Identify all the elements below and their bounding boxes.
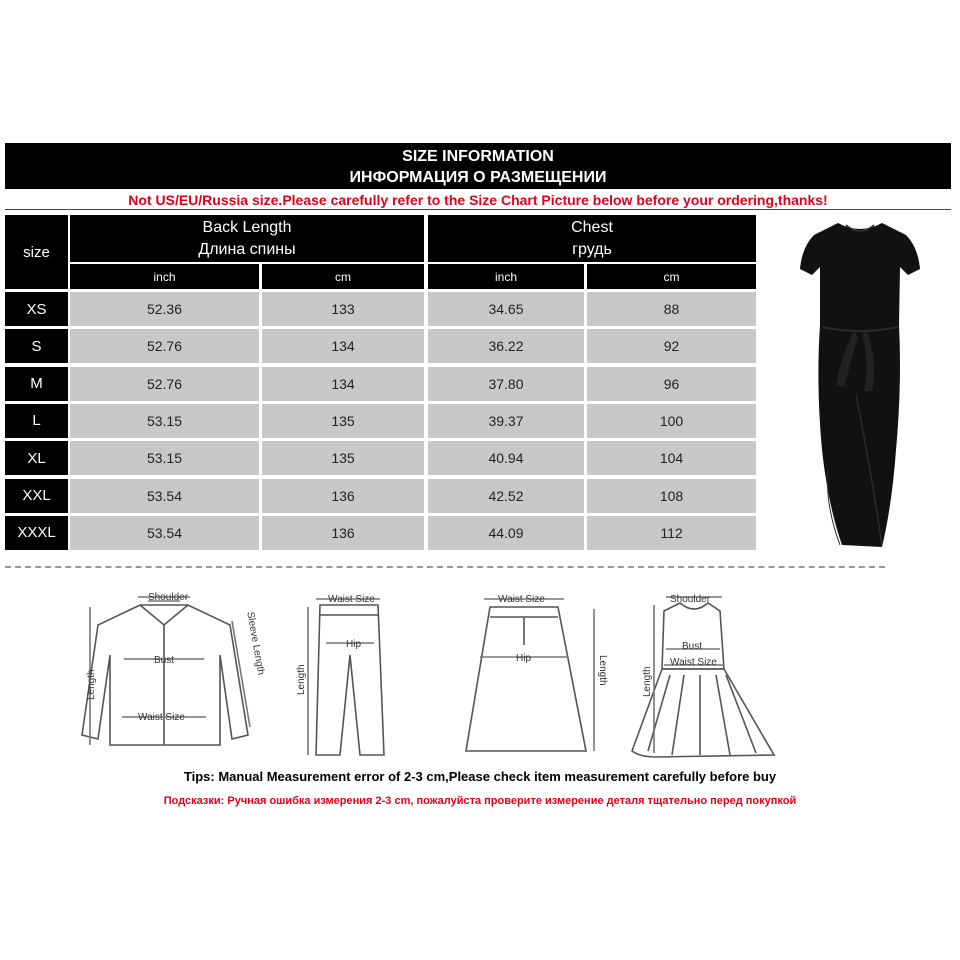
measurement-diagrams: [80, 585, 880, 765]
pants-hip-label: Hip: [346, 639, 362, 650]
cell-back-cm: 133: [262, 292, 424, 326]
cell-back-cm: 136: [262, 516, 424, 550]
cell-chest-cm: 112: [587, 516, 756, 550]
cell-back-cm: 135: [262, 441, 424, 475]
cell-back-inch: 52.76: [70, 367, 259, 401]
pants-diagram-icon: [308, 599, 384, 755]
skirt-waist-label: Waist Size: [498, 594, 545, 605]
pants-waist-label: Waist Size: [328, 594, 375, 605]
dress-shoulder-label: Shoulder: [670, 594, 711, 605]
shirt-bust-label: Bust: [154, 655, 175, 666]
skirt-diagram-icon: [466, 599, 594, 751]
cell-chest-inch: 39.37: [428, 404, 584, 438]
tips-english: Tips: Manual Measurement error of 2-3 cm,Please check item measurement carefully before buy: [183, 769, 777, 784]
back-length-ru: Длина спины: [198, 240, 296, 258]
unit-chest-cm: cm: [587, 264, 756, 289]
cell-back-inch: 53.54: [70, 516, 259, 550]
shirt-shoulder-label: Shoulder: [148, 592, 189, 603]
cell-back-cm: 134: [262, 329, 424, 363]
cell-chest-cm: 100: [587, 404, 756, 438]
cell-chest-cm: 108: [587, 479, 756, 513]
cell-chest-cm: 96: [587, 367, 756, 401]
cell-back-inch: 52.36: [70, 292, 259, 326]
cell-chest-cm: 88: [587, 292, 756, 326]
cell-chest-inch: 40.94: [428, 441, 584, 475]
cell-back-cm: 135: [262, 404, 424, 438]
cell-chest-inch: 44.09: [428, 516, 584, 550]
cell-back-inch: 53.15: [70, 441, 259, 475]
chest-header: [428, 215, 756, 262]
cell-size: L: [5, 404, 68, 438]
cell-size: M: [5, 367, 68, 401]
unit-chest-inch: inch: [428, 264, 584, 289]
cell-chest-inch: 37.80: [428, 367, 584, 401]
unit-back-inch: inch: [70, 264, 259, 289]
shirt-sleeve-label: Sleeve Length: [244, 610, 267, 676]
cell-chest-cm: 92: [587, 329, 756, 363]
cell-size: S: [5, 329, 68, 363]
dress-photo: [770, 215, 950, 560]
back-length-header: [70, 215, 424, 262]
skirt-length-label: Length: [597, 655, 608, 686]
shirt-waist-label: Waist Size: [138, 712, 185, 723]
cell-size: XXXL: [5, 516, 68, 550]
dress-length-label: Length: [642, 666, 653, 697]
cell-size: XXL: [5, 479, 68, 513]
title-en: SIZE INFORMATION: [402, 148, 554, 165]
pants-length-label: Length: [296, 664, 307, 695]
tips-russian: Подсказки: Ручная ошибка измерения 2-3 cm, пожалуйста проверите измерение деталя тщательно перед покупкой: [163, 795, 797, 807]
skirt-hip-label: Hip: [516, 653, 532, 664]
unit-back-cm: cm: [262, 264, 424, 289]
cell-back-inch: 53.54: [70, 479, 259, 513]
chest-en: Chest: [571, 218, 613, 236]
cell-back-inch: 53.15: [70, 404, 259, 438]
size-header: size: [5, 215, 68, 289]
dress-bust-label: Bust: [682, 641, 703, 652]
cell-chest-inch: 34.65: [428, 292, 584, 326]
dress-diagram-icon: [632, 597, 774, 757]
cell-size: XL: [5, 441, 68, 475]
back-length-en: Back Length: [202, 218, 292, 236]
section-divider: [5, 566, 885, 568]
chest-ru: грудь: [572, 240, 612, 258]
cell-chest-inch: 42.52: [428, 479, 584, 513]
dress-waist-label: Waist Size: [670, 657, 717, 668]
cell-size: XS: [5, 292, 68, 326]
cell-chest-cm: 104: [587, 441, 756, 475]
shirt-length-label: Length: [86, 669, 97, 700]
cell-back-inch: 52.76: [70, 329, 259, 363]
title-ru: ИНФОРМАЦИЯ О РАЗМЕЩЕНИИ: [349, 169, 607, 186]
size-notice: Not US/EU/Russia size.Please carefully refer to the Size Chart Picture below before your ordering,thanks!: [5, 190, 951, 210]
cell-back-cm: 136: [262, 479, 424, 513]
cell-back-cm: 134: [262, 367, 424, 401]
cell-chest-inch: 36.22: [428, 329, 584, 363]
